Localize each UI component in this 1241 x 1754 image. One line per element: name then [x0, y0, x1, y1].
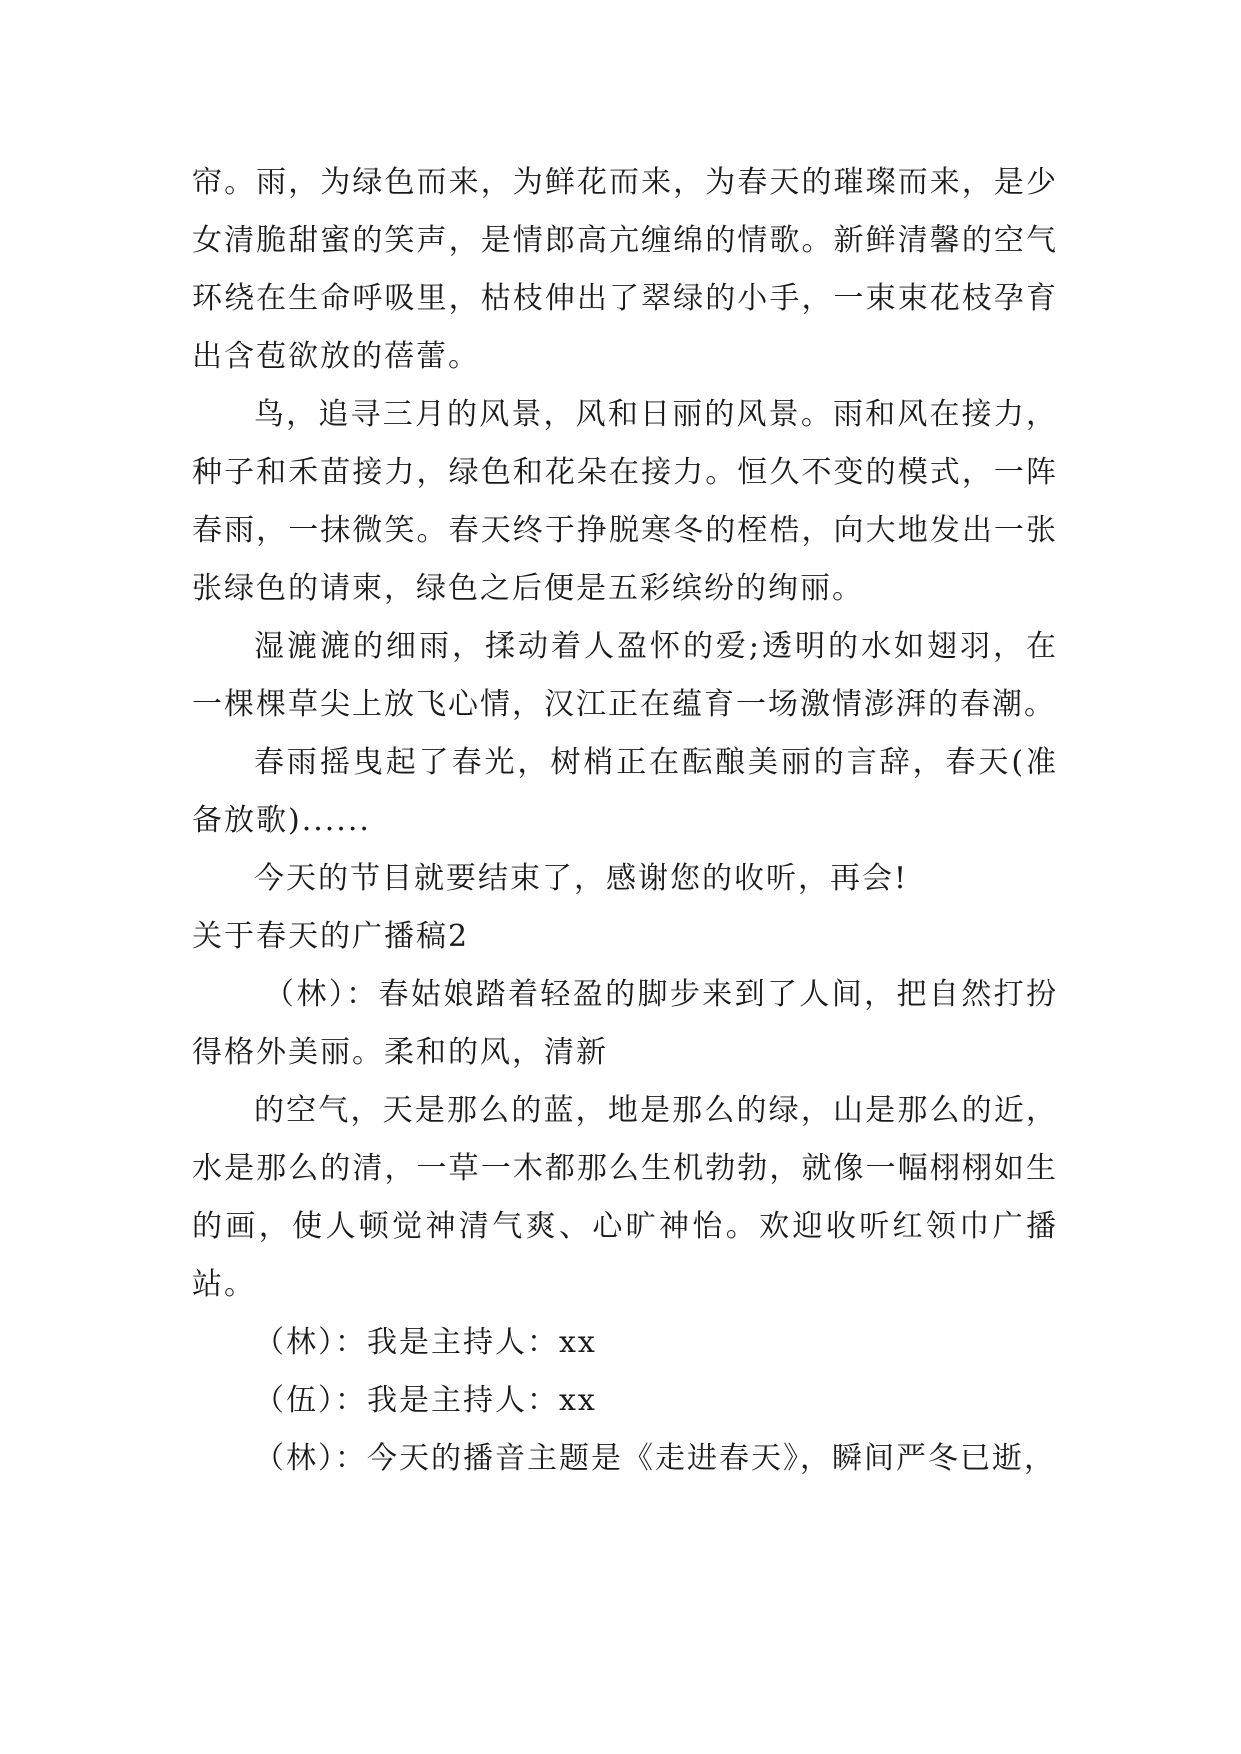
document-body [192, 154, 1058, 1488]
paragraph-drizzle: 湿漉漉的细雨，揉动着人盈怀的爱;透明的水如翅羽，在一棵棵草尖上放飞心情，汉江正在蕴育一场激情澎湃的春潮。 [192, 629, 1058, 722]
paragraph-spring-rain: 春雨摇曳起了春光，树梢正在酝酿美丽的言辞，春天(准备放歌)...... [192, 745, 1058, 838]
section-title: 关于春天的广播稿2 [192, 919, 470, 954]
paragraph-theme: （林）：今天的播音主题是《走进春天》，瞬间严冬已逝， [254, 1441, 1056, 1476]
paragraph-host-intro: （林）：春姑娘踏着轻盈的脚步来到了人间，把自然打扮得格外美丽。柔和的风，清新 [192, 977, 1058, 1070]
paragraph-closing: 今天的节目就要结束了，感谢您的收听，再会! [254, 861, 909, 896]
paragraph-scenery: 的空气，天是那么的蓝，地是那么的绿，山是那么的近，水是那么的清，一草一木都那么生机勃勃，就像一幅栩栩如生的画，使人顿觉神清气爽、心旷神怡。欢迎收听红领巾广播站。 [192, 1093, 1058, 1302]
paragraph-host-wu: （伍）：我是主持人：xx [254, 1383, 597, 1418]
paragraph-birds: 鸟，追寻三月的风景，风和日丽的风景。雨和风在接力，种子和禾苗接力，绿色和花朵在接力。恒久不变的模式，一阵春雨，一抹微笑。春天终于挣脱寒冬的桎梏，向大地发出一张张绿色的请柬，绿色之后便是五彩缤纷的绚丽。 [192, 397, 1058, 606]
paragraph-continuation: 帘。雨，为绿色而来，为鲜花而来，为春天的璀璨而来，是少女清脆甜蜜的笑声，是情郎高亢缠绵的情歌。新鲜清馨的空气环绕在生命呼吸里，枯枝伸出了翠绿的小手，一束束花枝孕育出含苞欲放的蓓蕾。 [192, 165, 1058, 374]
paragraph-host-lin: （林）：我是主持人：xx [254, 1325, 597, 1360]
